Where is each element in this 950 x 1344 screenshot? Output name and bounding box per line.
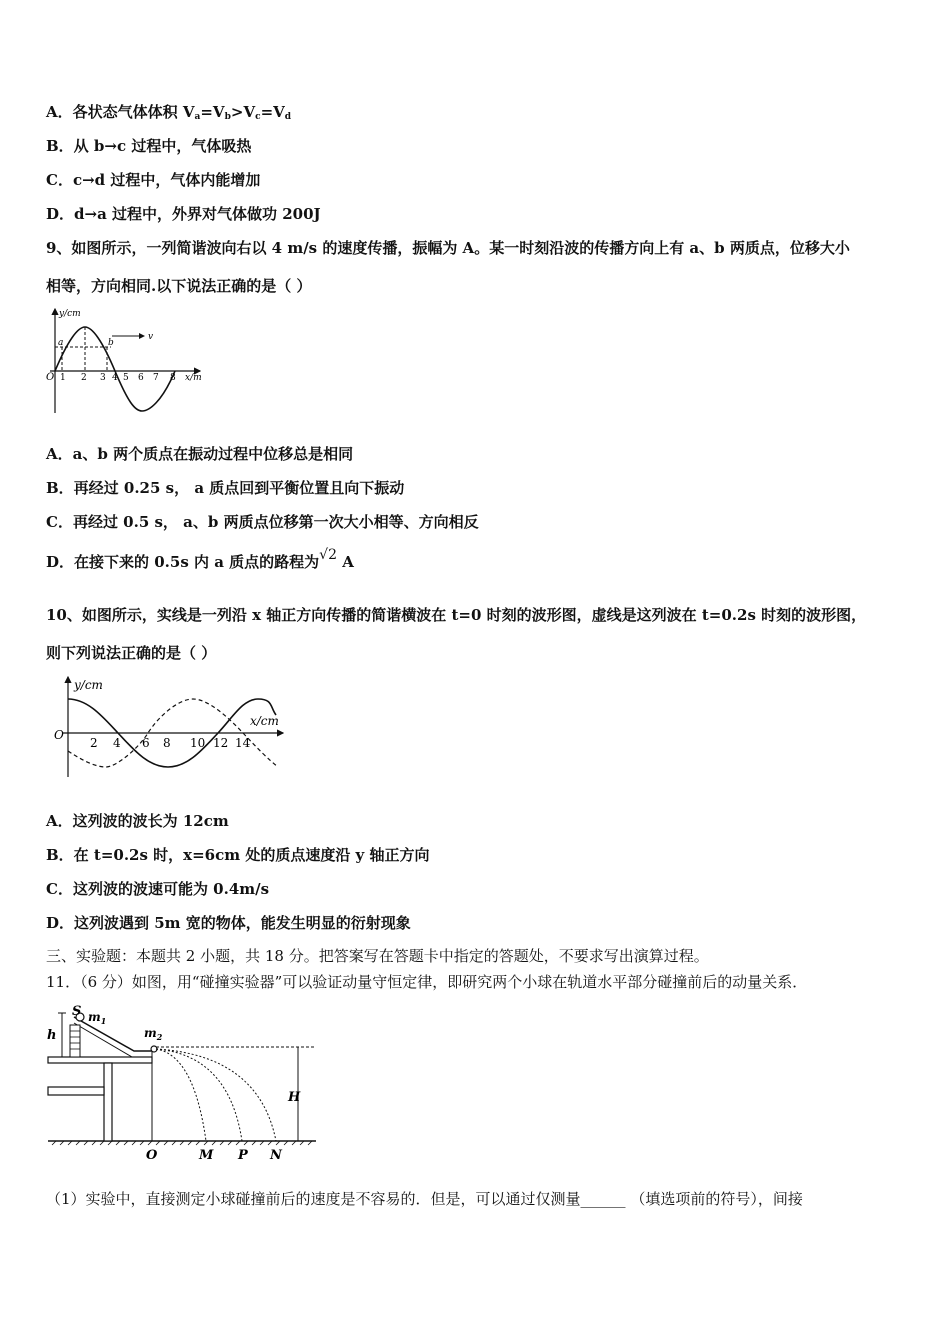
q9-tick-1: 1 [60, 373, 66, 383]
q11-s-label: S [72, 1005, 82, 1019]
q11-m1-label: $m_1$ [88, 1010, 107, 1026]
q9-wave-figure [40, 305, 220, 420]
q9-velocity-label: v [148, 332, 154, 342]
q9-tick-8: 8 [170, 373, 176, 383]
q10-option-a: A．这列波的波长为 12cm [46, 812, 229, 830]
q11-N-label: N [270, 1148, 282, 1163]
section3-heading: 三、实验题：本题共 2 小题，共 18 分。把答案写在答题卡中指定的答题处，不要求写出演算过程。 [46, 947, 709, 965]
q9-tick-6: 6 [138, 373, 144, 383]
q10-tick-12: 12 [213, 736, 229, 750]
q8-option-b: B．从 b→c 过程中，气体吸热 [46, 137, 252, 155]
q11-collision-figure [44, 1005, 329, 1167]
q10-stem-line2: 则下列说法正确的是（ ） [46, 644, 217, 662]
q11-part1: （1）实验中，直接测定小球碰撞前后的速度是不容易的．但是，可以通过仅测量______ （填选项前的符号），间接 [46, 1190, 803, 1208]
q10-tick-2: 2 [90, 736, 98, 750]
q11-stem: 11．（6 分）如图，用“碰撞实验器”可以验证动量守恒定律，即研究两个小球在轨道水平部分碰撞前后的动量关系． [46, 973, 808, 991]
q11-trajectory-p [156, 1049, 242, 1141]
q9-stem-line1: 9、如图所示，一列简谐波向右以 4 m/s 的速度传播，振幅为 A。某一时刻沿波的传播方向上有 a、b 两质点，位移大小 [46, 239, 850, 257]
q9-option-b: B．再经过 0.25 s， a 质点回到平衡位置且向下振动 [46, 479, 405, 497]
q9-option-d: D．在接下来的 0.5s 内 a 质点的路程为√2 A [46, 547, 354, 571]
q11-table-leg [104, 1063, 112, 1141]
q9-stem-line2: 相等，方向相同.以下说法正确的是（ ） [46, 277, 312, 295]
q9-x-label: x/m [185, 373, 202, 383]
q10-tick-14: 14 [235, 736, 251, 750]
q11-P-label: P [238, 1148, 248, 1163]
q9-y-label: y/cm [59, 309, 81, 319]
q11-M-label: M [199, 1148, 214, 1163]
q8-option-c: C．c→d 过程中，气体内能增加 [46, 171, 261, 189]
q9-point-b: b [108, 338, 114, 348]
q9-tick-3: 3 [100, 373, 106, 383]
q11-H-label: H [288, 1090, 301, 1105]
q10-stem-line1: 10、如图所示，实线是一列沿 x 轴正方向传播的简谐横波在 t=0 时刻的波形图，虚线是这列波在 t=0.2s 时刻的波形图， [46, 606, 867, 624]
q9-option-a: A．a、b 两个质点在振动过程中位移总是相同 [46, 445, 354, 463]
q10-tick-6: 6 [142, 736, 150, 750]
q9-point-a: a [58, 338, 64, 348]
q9-origin: O [46, 372, 55, 383]
q9-option-c: C．再经过 0.5 s， a、b 两质点位移第一次大小相等、方向相反 [46, 513, 479, 531]
sqrt2: √2 [319, 547, 337, 563]
q11-stand [70, 1025, 80, 1057]
q11-h-label: h [47, 1028, 57, 1043]
q10-tick-4: 4 [113, 736, 121, 750]
q9-tick-2: 2 [81, 373, 87, 383]
q11-m2-label: $m_2$ [144, 1026, 163, 1042]
q8-option-d: D．d→a 过程中，外界对气体做功 200J [46, 205, 321, 223]
q10-tick-8: 8 [163, 736, 171, 750]
q10-wave-figure [48, 673, 293, 783]
q10-x-label: x/cm [250, 714, 279, 728]
q10-option-b: B．在 t=0.2s 时，x=6cm 处的质点速度沿 y 轴正方向 [46, 846, 430, 864]
q10-option-c: C．这列波的波速可能为 0.4m/s [46, 880, 270, 898]
q11-ramp-lower [74, 1023, 132, 1057]
q10-tick-10: 10 [190, 736, 206, 750]
q10-origin: O [54, 728, 64, 742]
q10-option-d: D．这列波遇到 5m 宽的物体，能发生明显的衍射现象 [46, 914, 411, 932]
q11-table-shelf [48, 1087, 104, 1095]
q9-tick-7: 7 [153, 373, 159, 383]
q9-tick-4: 4 [112, 373, 118, 383]
q8-option-a: A．各状态气体体积 $V_a=V_b>V_c=V_d$ [46, 103, 292, 122]
q10-y-label: y/cm [74, 678, 103, 692]
q9-wave-curve [55, 327, 175, 411]
q11-table-top [48, 1057, 152, 1063]
q11-O-label: O [146, 1148, 158, 1163]
q11-trajectory-n [156, 1049, 276, 1141]
q11-trajectory-m [156, 1049, 206, 1141]
q9-tick-5: 5 [123, 373, 129, 383]
